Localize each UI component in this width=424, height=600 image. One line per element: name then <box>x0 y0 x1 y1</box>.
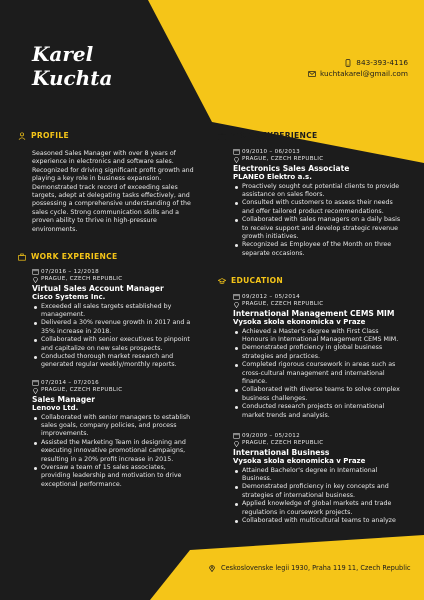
calendar-icon <box>32 379 39 386</box>
job-location: PRAGUE, CZECH REPUBLIC <box>32 276 194 284</box>
phone-icon <box>344 59 352 67</box>
degree-title: International Management CEMS MIM <box>233 309 395 318</box>
list-item: Conducted research projects on international market trends and analysis. <box>233 403 403 420</box>
list-item: Demonstrated proficiency in key concepts and strategies of international business. <box>233 483 403 500</box>
pin-icon <box>233 301 240 308</box>
candidate-name <box>32 42 112 90</box>
education-heading: EDUCATION <box>218 276 283 285</box>
list-item: Applied knowledge of global markets and trade regulations in coursework projects. <box>233 500 403 517</box>
education-dates: 09/2009 – 05/2012 <box>233 432 403 440</box>
calendar-icon <box>233 293 240 300</box>
job-entry <box>32 379 194 489</box>
pin-icon <box>233 156 240 163</box>
profile-heading: PROFILE <box>18 131 69 140</box>
phone-row[interactable] <box>308 57 408 68</box>
graduation-cap-icon <box>218 277 226 285</box>
job-title: Virtual Sales Account Manager <box>32 284 164 293</box>
contact-block <box>308 57 408 79</box>
job-dates: 07/2014 – 07/2016 <box>32 379 194 387</box>
pin-icon <box>32 276 39 283</box>
job-bullets <box>32 303 194 370</box>
company-name: Lenovo Ltd. <box>32 404 79 412</box>
job-entry <box>32 268 194 370</box>
list-item: Exceeded all sales targets established by management. <box>32 303 194 320</box>
list-item: Completed rigorous coursework in areas such as cross-cultural management and international finance. <box>233 361 403 386</box>
list-item: Oversaw a team of 15 sales associates, providing leadership and motivation to drive exceptional performance. <box>32 464 194 489</box>
briefcase-icon <box>18 253 26 261</box>
briefcase-icon <box>218 132 226 140</box>
job-location: PRAGUE, CZECH REPUBLIC <box>233 156 403 164</box>
list-item: Collaborated with sales managers on a daily basis to receive support and develop strategic revenue growth initiatives. <box>233 216 403 241</box>
list-item: Collaborated with diverse teams to solve complex business challenges. <box>233 386 403 403</box>
calendar-icon <box>32 268 39 275</box>
company-name: Cisco Systems Inc. <box>32 293 106 301</box>
job-bullets <box>233 183 403 259</box>
education-bullets <box>233 328 403 420</box>
school-name: Vysoka skola ekonomicka v Praze <box>233 457 366 465</box>
mail-icon <box>308 70 316 78</box>
list-item: Delivered a 30% revenue growth in 2017 and a 35% increase in 2018. <box>32 319 194 336</box>
email-address: kuchtakarel@gmail.com <box>320 69 408 78</box>
profile-text: Seasoned Sales Manager with over 8 years of experience in electronics and software sales. Recognized for driving significant profit growth and playing a key role in business expansion. Demonstrated track record of exceeding sales targets, adept at delegating tasks effectively, and possessing a comprehensive understanding of the sales cycle. Strong communication skills and a proven ability to thrive in high-pressure environments. <box>32 150 194 233</box>
education-entry <box>233 293 403 420</box>
list-item: Collaborated with senior executives to pinpoint and capitalize on new sales prospects. <box>32 336 194 353</box>
list-item: Collaborated with multicultural teams to analyze <box>233 517 403 525</box>
company-name: PLANEO Elektro a.s. <box>233 173 312 181</box>
education-entry <box>233 432 403 525</box>
job-bullets <box>32 414 194 490</box>
list-item: Assisted the Marketing Team in designing and executing innovative promotional campaigns, resulting in a 20% profit increase in 2015. <box>32 439 194 464</box>
pin-icon <box>233 440 240 447</box>
list-item: Attained Bachelor's degree in International Business. <box>233 467 403 484</box>
person-icon <box>18 132 26 140</box>
list-item: Recognized as Employee of the Month on three separate occasions. <box>233 241 403 258</box>
education-location: PRAGUE, CZECH REPUBLIC <box>233 440 403 448</box>
work-experience-heading: WORK EXPERIENCE <box>18 252 117 261</box>
calendar-icon <box>233 432 240 439</box>
education-dates: 09/2012 – 05/2014 <box>233 293 403 301</box>
email-row[interactable] <box>308 68 408 79</box>
pin-icon <box>208 564 216 572</box>
last-name: Kuchta <box>32 66 113 90</box>
list-item: Conducted thorough market research and generated regular weekly/monthly reports. <box>32 353 194 370</box>
list-item: Proactively sought out potential clients to provide assistance on sales floors. <box>233 183 403 200</box>
job-location: PRAGUE, CZECH REPUBLIC <box>32 387 194 395</box>
education-bullets <box>233 467 403 526</box>
education-location: PRAGUE, CZECH REPUBLIC <box>233 301 403 309</box>
job-dates: 09/2010 – 06/2013 <box>233 148 403 156</box>
list-item: Demonstrated proficiency in global business strategies and practices. <box>233 344 403 361</box>
job-title: Sales Manager <box>32 395 96 404</box>
phone-number: 843-393-4116 <box>356 58 408 67</box>
job-entry <box>233 148 403 258</box>
footer-address: Ceskoslovenske legii 1930, Praha 119 11, Czech Republic <box>208 564 411 572</box>
list-item: Collaborated with senior managers to establish sales goals, company policies, and process improvements. <box>32 414 194 439</box>
calendar-icon <box>233 148 240 155</box>
work-experience-heading-right: WORK EXPERIENCE <box>218 131 317 140</box>
school-name: Vysoka skola ekonomicka v Praze <box>233 318 366 326</box>
job-dates: 07/2016 – 12/2018 <box>32 268 194 276</box>
job-title: Electronics Sales Associate <box>233 164 350 173</box>
list-item: Achieved a Master's degree with First Class Honours in International Management CEMS MIM. <box>233 328 403 345</box>
list-item: Consulted with customers to assess their needs and offer tailored product recommendations. <box>233 199 403 216</box>
first-name: Karel <box>32 42 94 66</box>
pin-icon <box>32 387 39 394</box>
degree-title: International Business <box>233 448 330 457</box>
